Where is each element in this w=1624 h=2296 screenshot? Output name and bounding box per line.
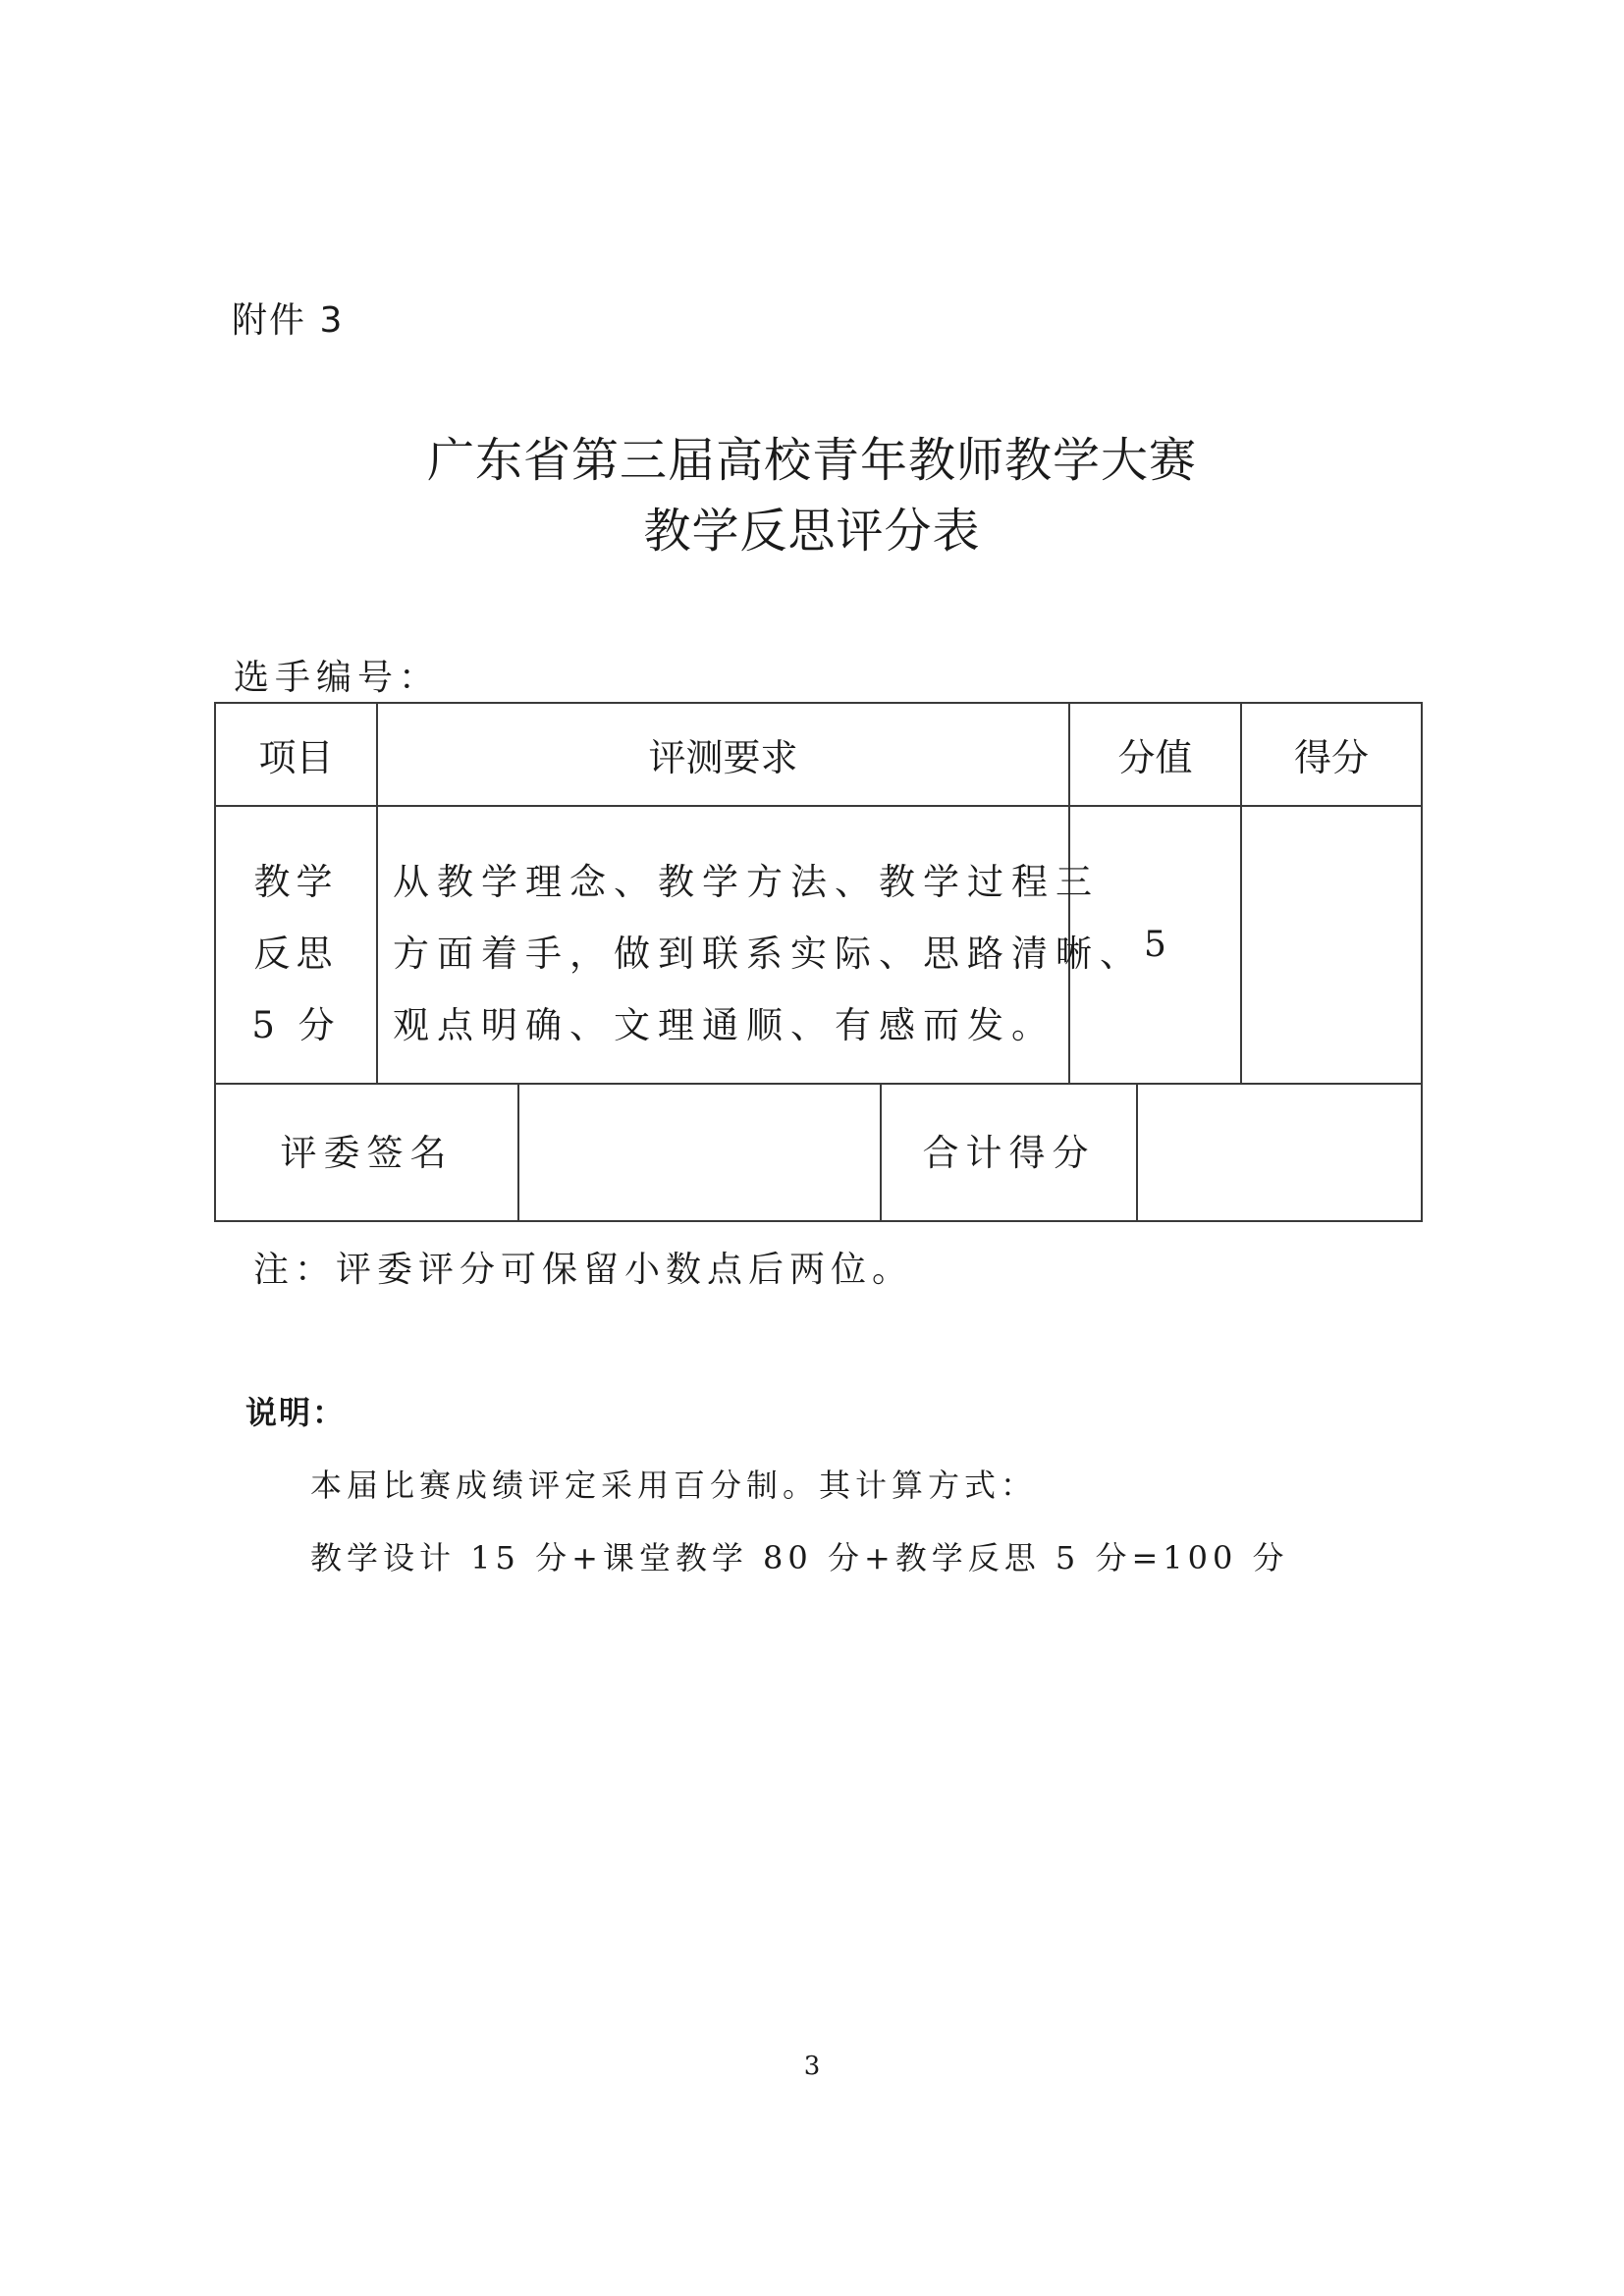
attachment-label: 附件 3 <box>232 300 345 341</box>
total-score-label: 合计得分 <box>922 1131 1096 1174</box>
header-score-value: 分值 <box>1117 736 1193 779</box>
row-item-line: 反思 <box>253 933 339 975</box>
requirement-line: 观点明确、文理通顺、有感而发。 <box>393 1004 1056 1046</box>
row-score-value: 5 <box>1144 925 1166 965</box>
document-title: 广东省第三届高校青年教师教学大赛 <box>426 433 1197 488</box>
requirement-line: 从教学理念、教学方法、教学过程三 <box>393 861 1100 903</box>
row-item-line: 5 分 <box>251 1004 341 1046</box>
contestant-number-label: 选手编号： <box>234 658 441 698</box>
scoring-note: 注：评委评分可保留小数点后两位。 <box>253 1250 914 1290</box>
page-number: 3 <box>803 2052 821 2081</box>
table-border-bottom <box>214 1220 1423 1222</box>
explanation-line: 教学设计 15 分+课堂教学 80 分+教学反思 5 分=100 分 <box>310 1539 1289 1576</box>
explanation-line: 本届比赛成绩评定采用百分制。其计算方式： <box>310 1467 1038 1504</box>
row-requirement-cell <box>393 846 1144 1061</box>
total-score-field[interactable] <box>1138 1085 1421 1220</box>
row-score-obtained-field[interactable] <box>1242 807 1421 1083</box>
header-score-obtained: 得分 <box>1293 736 1369 779</box>
row-item-line: 教学 <box>253 861 339 903</box>
header-item: 项目 <box>258 736 334 779</box>
explanation-heading: 说明： <box>245 1394 347 1431</box>
row-item-cell <box>216 846 376 1061</box>
requirement-line: 方面着手，做到联系实际、思路清晰、 <box>393 933 1144 975</box>
header-requirement: 评测要求 <box>648 736 798 779</box>
table-border-right <box>1421 702 1423 1222</box>
judge-signature-label: 评委签名 <box>280 1131 454 1174</box>
judge-signature-field[interactable] <box>519 1085 880 1220</box>
document-subtitle: 教学反思评分表 <box>643 504 981 559</box>
